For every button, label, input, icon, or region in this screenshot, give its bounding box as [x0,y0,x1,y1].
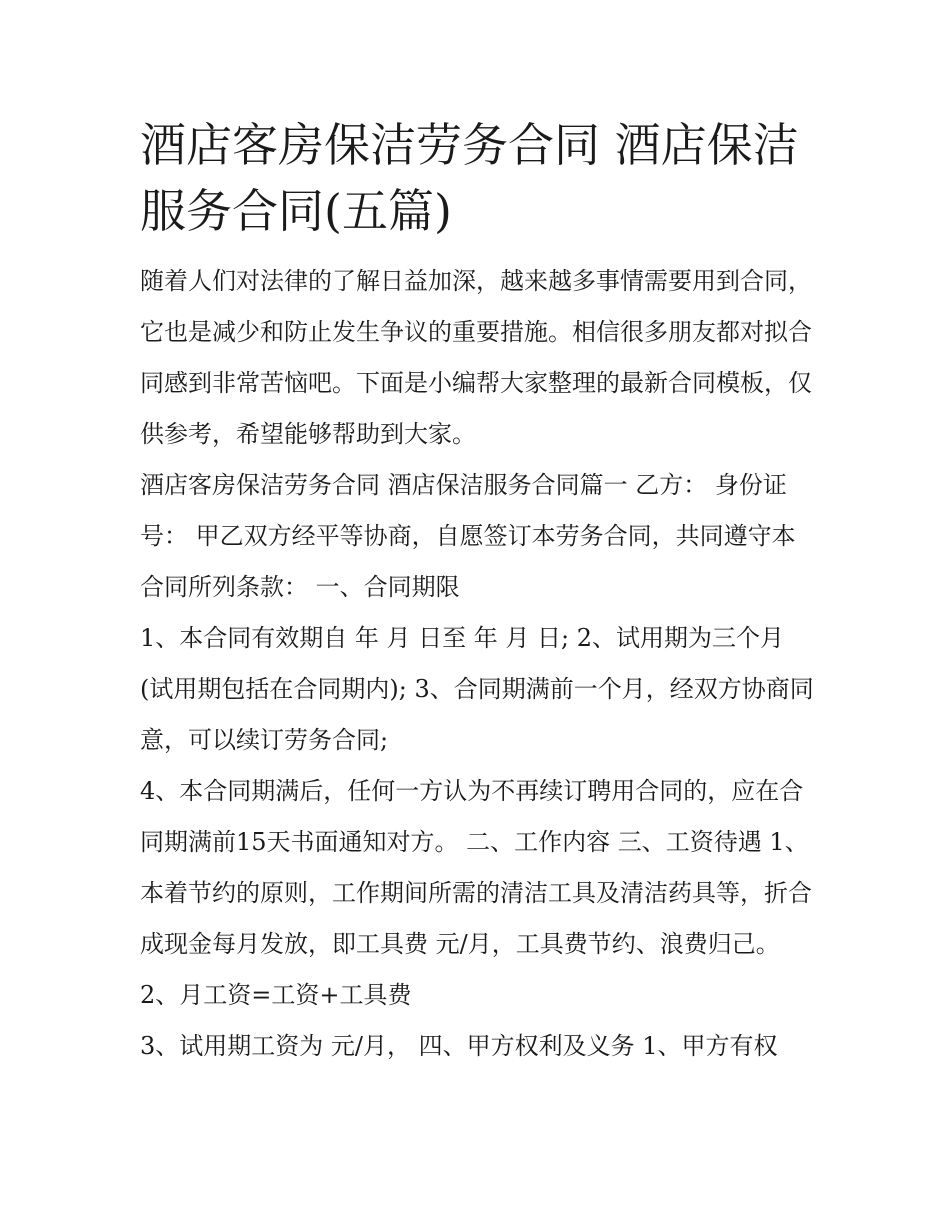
renewal-and-wage-paragraph: 4、本合同期满后，任何一方认为不再续订聘用合同的，应在合同期满前15天书面通知对方。 二、工作内容 三、工资待遇 1、本着节约的原则，工作期间所需的清洁工具及清洁药具等，折合成现金每月发放，即工具费 元/月，工具费节约、浪费归己。 2、月工资=工资+工具费 [140,777,812,1009]
document-title: 酒店客房保洁劳务合同 酒店保洁服务合同(五篇) [140,118,799,238]
probation-wage-paragraph: 3、试用期工资为 元/月， 四、甲方权利及义务 1、甲方有权 [140,1032,778,1060]
intro-paragraph: 随着人们对法律的了解日益加深，越来越多事情需要用到合同，它也是减少和防止发生争议的重要措施。相信很多朋友都对拟合同感到非常苦恼吧。下面是小编帮大家整理的最新合同模板，仅供参考，希望能够帮助到大家。 [140,267,812,448]
contract-intro-paragraph: 酒店客房保洁劳务合同 酒店保洁服务合同篇一 乙方： 身份证号： 甲乙双方经平等协商，自愿签订本劳务合同，共同遵守本合同所列条款： 一、合同期限 [140,471,796,601]
contract-term-paragraph: 1、本合同有效期自 年 月 日至 年 月 日; 2、试用期为三个月(试用期包括在合同期内); 3、合同期满前一个月，经双方协商同意，可以续订劳务合同; [140,624,814,754]
document-body [140,112,816,1072]
